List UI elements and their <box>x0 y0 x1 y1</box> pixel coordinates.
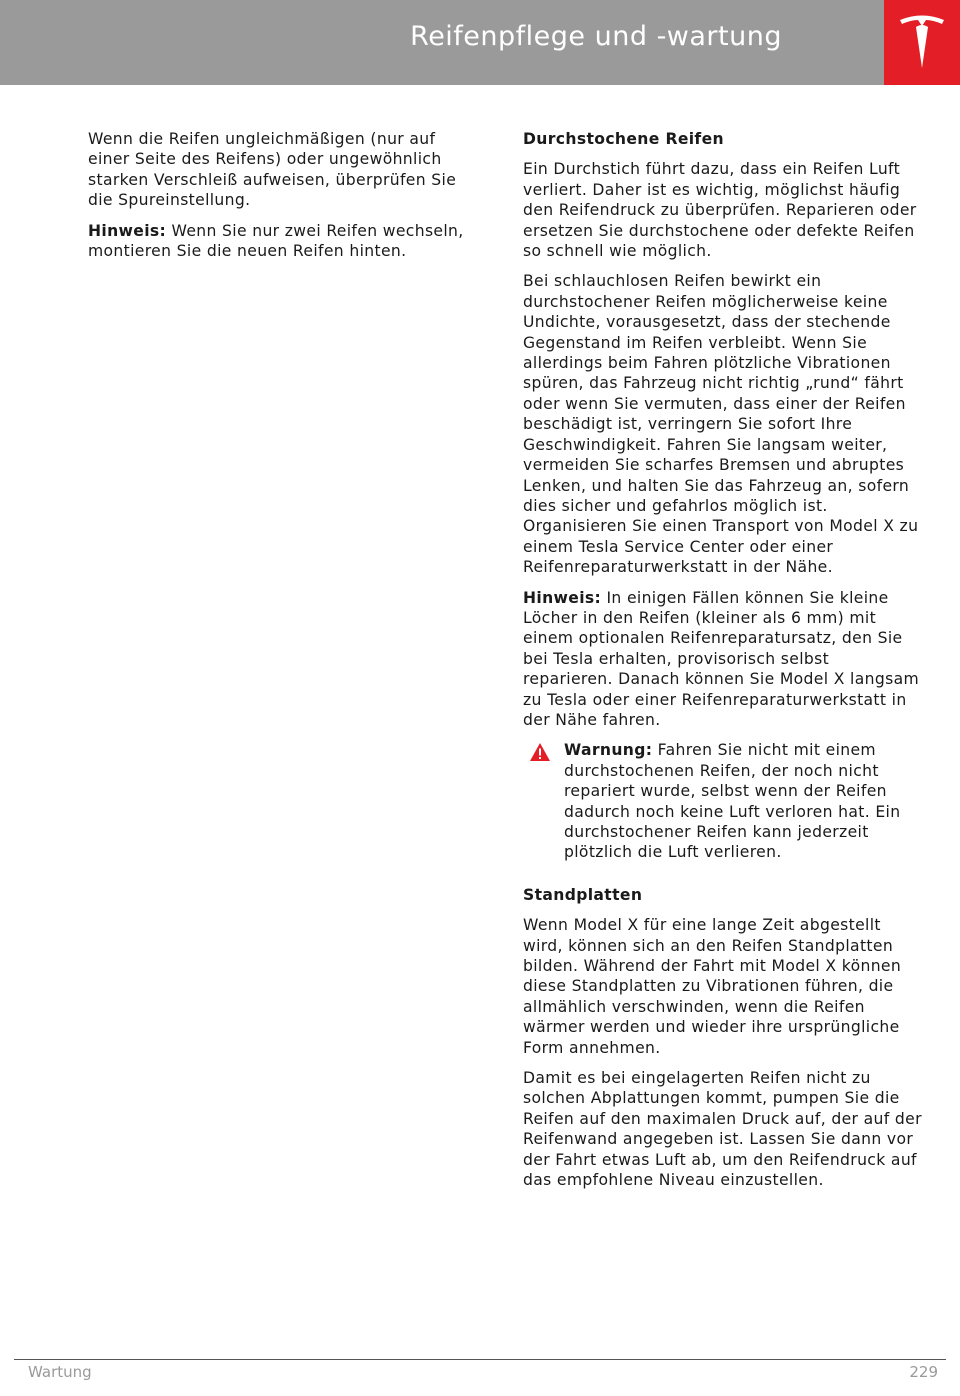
paragraph: Damit es bei eingelagerten Reifen nicht zu solchen Abplattungen kommt, pumpen Sie die Reifen auf den maximalen Druck auf, der auf der Reifenwand angegeben ist. Lassen Sie dann vor der Fahrt etwas Luft ab, um den Reifendruck auf das empfohlene Niveau einzustellen. <box>523 1069 922 1190</box>
paragraph: Ein Durchstich führt dazu, dass ein Reifen Luft verliert. Daher ist es wichtig, möglichst häufig den Reifendruck zu überprüfen. Reparieren oder ersetzen Sie durchstochene oder defekte Reifen so schnell wie möglich. <box>523 160 917 261</box>
paragraph: Wenn Model X für eine lange Zeit abgestellt wird, können sich an den Reifen Standplatten bilden. Während der Fahrt mit Model X können diese Standplatten zu Vibrationen führen, die allmählich verschwinden, wenn die Reifen wärmer werden und wieder ihre ursprüngliche Form annehmen. <box>523 916 902 1057</box>
logo-box <box>884 0 960 85</box>
footer-section-label: Wartung <box>28 1363 92 1381</box>
warning-text: Fahren Sie nicht mit einem durchstochenen Reifen, der noch nicht repariert wurde, selbst wenn der Reifen dadurch noch keine Luft verloren hat. Ein durchstochener Reifen kann jederzeit plötzlich die Luft verlieren. <box>564 741 901 862</box>
paragraph: Bei schlauchlosen Reifen bewirkt ein durchstochener Reifen möglicherweise keine Undichte, vorausgesetzt, dass der stechende Gegenstand im Reifen verbleibt. Wenn Sie allerdings beim Fahren plötzliche Vibrationen spüren, das Fahrzeug nicht richtig „rund“ fährt oder wenn Sie vermuten, dass einer der Reifen beschädigt ist, verringern Sie sofort Ihre Geschwindigkeit. Fahren Sie langsam weiter, vermeiden Sie scharfes Bremsen und abruptes Lenken, und halten Sie das Fahrzeug an, sofern dies sicher und gefahrlos möglich ist. Organisieren Sie einen Transport von Model X zu einem Tesla Service Center oder einer Reifenreparaturwerkstatt in der Nähe. <box>523 272 919 577</box>
page-title: Reifenpflege und -wartung <box>410 21 782 52</box>
footer-divider <box>14 1359 946 1360</box>
page-number: 229 <box>909 1363 938 1381</box>
note-label: Hinweis: <box>88 221 167 240</box>
right-column <box>523 129 923 1201</box>
warning-block <box>523 740 923 862</box>
section-heading-durchstochene-reifen: Durchstochene Reifen <box>523 130 724 148</box>
note-paragraph <box>523 588 923 731</box>
note-label: Hinweis: <box>523 588 602 607</box>
left-column <box>88 129 480 271</box>
warning-triangle-icon <box>529 742 551 767</box>
page-header <box>0 0 884 85</box>
note-paragraph <box>88 221 480 262</box>
note-text: In einigen Fällen können Sie kleine Löcher in den Reifen (kleiner als 6 mm) mit einem optionalen Reifenreparatursatz, den Sie bei Tesla erhalten, provisorisch selbst reparieren. Danach können Sie Model X langsam zu Tesla oder einer Reifenreparaturwerkstatt in der Nähe fahren. <box>523 588 920 729</box>
note-text: Wenn Sie nur zwei Reifen wechseln, montieren Sie die neuen Reifen hinten. <box>88 221 464 261</box>
warning-label: Warnung: <box>564 741 653 760</box>
tesla-logo-icon <box>896 12 948 72</box>
paragraph: Wenn die Reifen ungleichmäßigen (nur auf einer Seite des Reifens) oder ungewöhnlich starken Verschleiß aufweisen, überprüfen Sie die Spureinstellung. <box>88 130 457 210</box>
section-heading-standplatten: Standplatten <box>523 885 643 904</box>
